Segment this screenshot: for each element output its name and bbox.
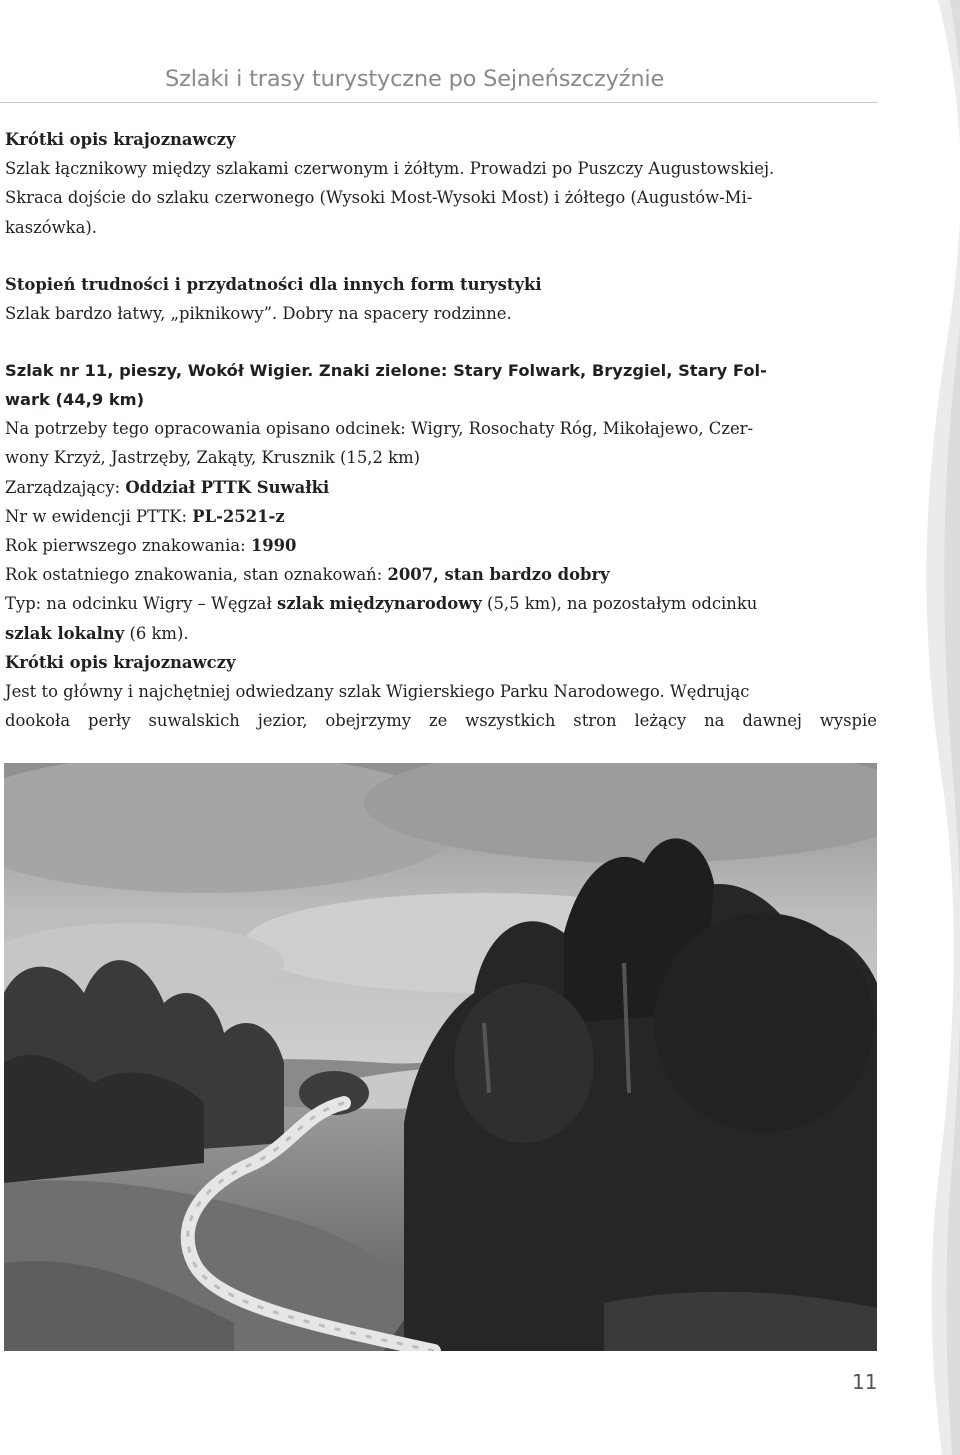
paragraph-line: dookoła perły suwalskich jezior, obejrzymy ze wszystkich stron leżący na dawnej wyspie: [5, 711, 877, 731]
first-marking-label: Rok pierwszego znakowania:: [5, 536, 251, 556]
paragraph-line: Szlak łącznikowy między szlakami czerwonym i żółtym. Prowadzi po Puszczy Augustowskiej.: [5, 159, 775, 179]
registry-line: [5, 502, 877, 531]
first-marking-value: 1990: [250, 536, 297, 556]
type-mid: (5,5 km), na pozostałym odcinku: [481, 594, 758, 614]
type-line-2: [5, 619, 877, 648]
page-number: 11: [852, 1370, 878, 1394]
paragraph-line: Szlak bardzo łatwy, „piknikowy”. Dobry na spacery rodzinne.: [5, 304, 512, 324]
trail-title: Szlak nr 11, pieszy, Wokół Wigier. Znaki zielone: Stary Folwark, Bryzgiel, Stary Fol-: [5, 361, 767, 381]
manager-value: Oddział PTTK Suwałki: [125, 477, 330, 497]
paragraph-line: Skraca dojście do szlaku czerwonego (Wysoki Most-Wysoki Most) i żółtego (Augustów-Mi-: [5, 188, 753, 208]
landscape-photo: [4, 763, 877, 1351]
body-text: [5, 125, 877, 735]
paragraph-line: kaszówka).: [5, 217, 97, 237]
manager-line: [5, 473, 877, 502]
paragraph-line: wony Krzyż, Jastrzęby, Zakąty, Krusznik (15,2 km): [5, 448, 421, 468]
trail-title: wark (44,9 km): [5, 390, 145, 410]
last-marking-value: 2007, stan bardzo dobry: [387, 565, 610, 585]
paragraph-line: Na potrzeby tego opracowania opisano odcinek: Wigry, Rosochaty Róg, Mikołajewo, Czer-: [5, 419, 754, 439]
header-rule: [0, 102, 878, 103]
type-line: [5, 589, 877, 618]
type-value-international: szlak międzynarodowy: [276, 594, 482, 614]
manager-label: Zarządzający:: [5, 477, 126, 497]
first-marking-line: [5, 531, 877, 560]
paragraph-line: Jest to główny i najchętniej odwiedzany szlak Wigierskiego Parku Narodowego. Wędrując: [5, 682, 750, 702]
type-end: (6 km).: [124, 623, 189, 643]
type-value-local: szlak lokalny: [5, 623, 125, 643]
last-marking-label: Rok ostatniego znakowania, stan oznakowań:: [5, 565, 388, 585]
last-marking-line: [5, 560, 877, 589]
type-label: Typ: na odcinku Wigry – Węgzał: [5, 594, 277, 614]
running-header: Szlaki i trasy turystyczne po Sejneńszczyźnie: [165, 66, 665, 92]
section-heading: Krótki opis krajoznawczy: [5, 130, 236, 149]
registry-value: PL-2521-z: [192, 506, 285, 526]
section-heading: Stopień trudności i przydatności dla innych form turystyki: [5, 274, 542, 294]
section-heading: Krótki opis krajoznawczy: [5, 652, 236, 672]
registry-label: Nr w ewidencji PTTK:: [5, 506, 193, 526]
